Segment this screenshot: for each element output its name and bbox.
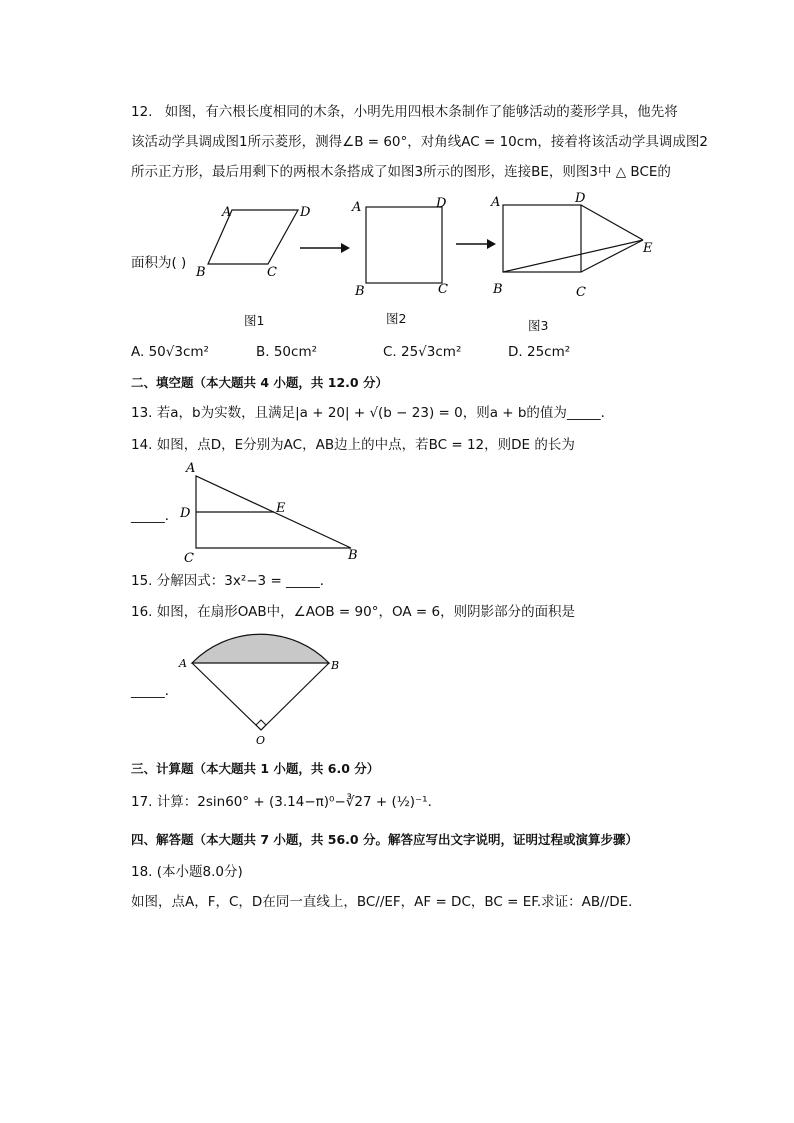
q14-label-d: D xyxy=(180,506,191,521)
q16-line-2: _____． xyxy=(131,683,179,699)
q16-line-1: 16. 如图，在扇形OAB中，∠AOB = 90°，OA = 6，则阴影部分的面积是 xyxy=(131,604,576,620)
q14-figure xyxy=(175,458,375,568)
q12-line-3: 所示正方形，最后用剩下的两根木条搭成了如图3所示的图形，连接BE，则图3中 △ BCE的 xyxy=(131,164,671,180)
q14-label-a: A xyxy=(186,461,196,476)
fig1-label-b: B xyxy=(196,265,206,280)
q12-text-1: 如图，有六根长度相同的木条，小明先用四根木条制作了能够活动的菱形学具，他先将 xyxy=(164,104,678,120)
fig3-label-d: D xyxy=(575,191,586,206)
q13: 13. 若a，b为实数，且满足|a + 20| + √(b − 23) = 0，则a + b的值为_____． xyxy=(131,405,615,421)
q16-sector-figure xyxy=(175,625,350,750)
q12-figure-1 xyxy=(190,198,310,288)
fig3-caption: 图3 xyxy=(528,318,549,333)
q14-line-2: _____． xyxy=(131,508,179,524)
q17: 17. 计算：2sin60° + (3.14−π)⁰−∛27 + (½)⁻¹． xyxy=(131,794,442,810)
q18-line-1: 18. (本小题8.0分) xyxy=(131,864,243,880)
q14-label-c: C xyxy=(184,551,194,566)
q12-option-d: D. 25cm² xyxy=(508,344,571,360)
q14-line-1: 14. 如图，点D，E分别为AC，AB边上的中点，若BC = 12，则DE 的长为 xyxy=(131,437,575,453)
q14-label-b: B xyxy=(348,548,358,563)
q12-line-1 xyxy=(131,103,678,121)
q16-label-o: O xyxy=(256,734,266,747)
fig2-label-b: B xyxy=(355,284,365,299)
q12-number: 12. xyxy=(131,104,153,120)
fig1-caption: 图1 xyxy=(244,313,265,328)
fig1-label-c: C xyxy=(267,265,277,280)
q12-option-b: B. 50cm² xyxy=(256,344,318,360)
fig3-label-c: C xyxy=(576,285,586,300)
q12-line-4: 面积为( ) xyxy=(131,255,187,271)
fig1-label-d: D xyxy=(300,205,311,220)
q18-line-2: 如图，点A，F，C，D在同一直线上，BC//EF，AF = DC，BC = EF.求证：AB//DE． xyxy=(131,894,642,910)
fig2-label-c: C xyxy=(438,282,448,297)
fig1-label-a: A xyxy=(222,205,232,220)
arrow-right-icon xyxy=(300,241,352,255)
q12-option-c: C. 25√3cm² xyxy=(383,344,462,360)
fig2-label-d: D xyxy=(436,196,447,211)
fig2-caption: 图2 xyxy=(386,311,407,326)
fig3-label-e: E xyxy=(643,241,653,256)
fig3-label-b: B xyxy=(493,282,503,297)
fig2-label-a: A xyxy=(352,200,362,215)
q12-option-a: A. 50√3cm² xyxy=(131,344,209,360)
q16-label-b: B xyxy=(331,659,340,672)
fig3-label-a: A xyxy=(491,195,501,210)
q14-label-e: E xyxy=(276,501,286,516)
q16-label-a: A xyxy=(179,657,187,670)
section-2-heading: 二、填空题（本大题共 4 小题，共 12.0 分） xyxy=(131,375,388,390)
q12-figure-2 xyxy=(350,195,460,305)
section-4-heading: 四、解答题（本大题共 7 小题，共 56.0 分。解答应写出文字说明，证明过程或演算步骤） xyxy=(131,832,638,847)
q12-line-2: 该活动学具调成图1所示菱形，测得∠B = 60°，对角线AC = 10cm，接着将该活动学具调成图2 xyxy=(131,134,708,150)
q12-figure-3 xyxy=(488,190,658,300)
q15: 15. 分解因式：3x²−3 = _____． xyxy=(131,573,334,589)
section-3-heading: 三、计算题（本大题共 1 小题，共 6.0 分） xyxy=(131,761,380,776)
